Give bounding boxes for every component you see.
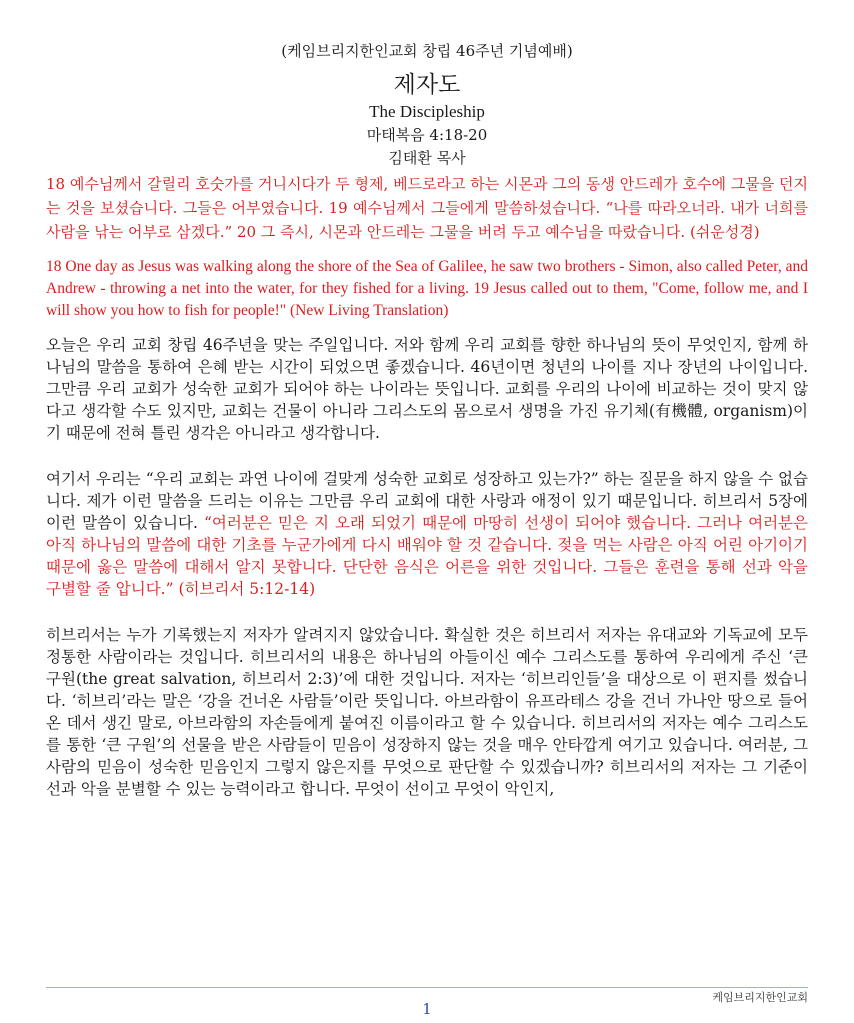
sermon-title: 제자도 — [393, 72, 461, 98]
body-paragraph-2-text: 여기서 우리는 “우리 교회는 과연 나이에 걸맞게 성숙한 교회로 성장하고 있는가?” 하는 질문을 하지 않을 수 없습니다. 제가 이런 말씀을 드리는 이유는 그만큼 우리 교회에 대한 사랑과 애정이 있기 때문입니다. 히브리서 5장에 이런 말씀이 있습니다. — [46, 470, 808, 532]
body-paragraph-2 — [46, 468, 808, 600]
footer-divider — [46, 987, 808, 988]
body-paragraph-3: 히브리서는 누가 기록했는지 저자가 알려지지 않았습니다. 확실한 것은 히브리서 저자는 유대교와 기독교에 모두 정통한 사람이라는 것입니다. 히브리서의 내용은 하나님의 아들이신 예수 그리스도를 통하여 우리에게 주신 ‘큰 구원(the great salvation, 히브리서 2:3)’에 대한 것입니다. 저자는 ‘히브리인들’을 대상으로 이 편지를 썼습니다. ‘히브리’라는 말은 ‘강을 건너온 사람들’이란 뜻입니다. 아브라함이 유프라테스 강을 건너 가나안 땅으로 들어온 데서 생긴 말로, 아브라함의 자손들에게 붙여진 이름이라고 할 수 있습니다. 히브리서의 저자는 예수 그리스도를 통한 ‘큰 구원’의 선물을 받은 사람들이 믿음이 성장하지 않는 것을 매우 안타깝게 여기고 있습니다. 여러분, 그 사람의 믿음이 성숙한 믿음인지 그렇지 않은지를 무엇으로 판단할 수 있겠습니까? 히브리서의 저자는 그 기준이 선과 악을 분별할 수 있는 능력이라고 합니다. 무엇이 선이고 무엇이 악인지, — [46, 626, 808, 798]
korean-verse-text: 18 예수님께서 갈릴리 호숫가를 거니시다가 두 형제, 베드로라고 하는 시몬과 그의 동생 안드레가 호수에 그물을 던지는 것을 보셨습니다. 그들은 어부였습니다. 19 예수님께서 그들에게 말씀하셨습니다. “나를 따라오너라. 내가 너희를 사람을 낚는 어부로 삼겠다.” 20 그 즉시, 시몬과 안드레는 그물을 버려 두고 예수님을 따랐습니다. (쉬운성경) — [46, 175, 808, 241]
document-page — [46, 40, 808, 800]
english-verse-text: 18 One day as Jesus was walking along the shore of the Sea of Galilee, he saw two brothers - Simon, also called Peter, and Andrew - throwing a net into the water, for they fished for a living. 19 Jesus called out to them, "Come, follow me, and I will show you how to fish for people!" (New Living Translation) — [46, 258, 808, 319]
sermon-title-english: The Discipleship — [369, 102, 485, 121]
occasion-line: (케임브리지한인교회 창립 46주년 기념예배) — [281, 42, 573, 60]
scripture-reference: 마태복음 4:18-20 — [366, 126, 488, 144]
page-number: 1 — [422, 1000, 432, 1018]
body-paragraph-1: 오늘은 우리 교회 창립 46주년을 맞는 주일입니다. 저와 함께 우리 교회를 향한 하나님의 뜻이 무엇인지, 함께 하나님의 말씀을 통하여 은혜 받는 시간이 되었으면 좋겠습니다. 46년이면 청년의 나이를 지나 장년의 나이입니다. 그만큼 우리 교회가 성숙한 교회가 되어야 하는 나이라는 뜻입니다. 교회를 우리의 나이에 비교하는 것이 맞지 않다고 생각할 수도 있지만, 교회는 건물이 아니라 그리스도의 몸으로서 생명을 가진 유기체(有機體, organism)이기 때문에 전혀 틀린 생각은 아니라고 생각합니다. — [46, 336, 808, 442]
author-name: 김태환 목사 — [388, 149, 466, 167]
hebrews-quote: “여러분은 믿은 지 오래 되었기 때문에 마땅히 선생이 되어야 했습니다. 그러나 여러분은 아직 하나님의 말씀에 대한 기초를 누군가에게 다시 배워야 할 것 같습니다. 젖을 먹는 사람은 아직 어린 아기이기 때문에 옳은 말씀에 대해서 알지 못합니다. 단단한 음식은 어른을 위한 것입니다. 그들은 훈련을 통해 선과 악을 구별할 줄 압니다.” (히브리서 5:12-14) — [46, 514, 809, 598]
footer-church-name: 케임브리지한인교회 — [712, 991, 808, 1004]
